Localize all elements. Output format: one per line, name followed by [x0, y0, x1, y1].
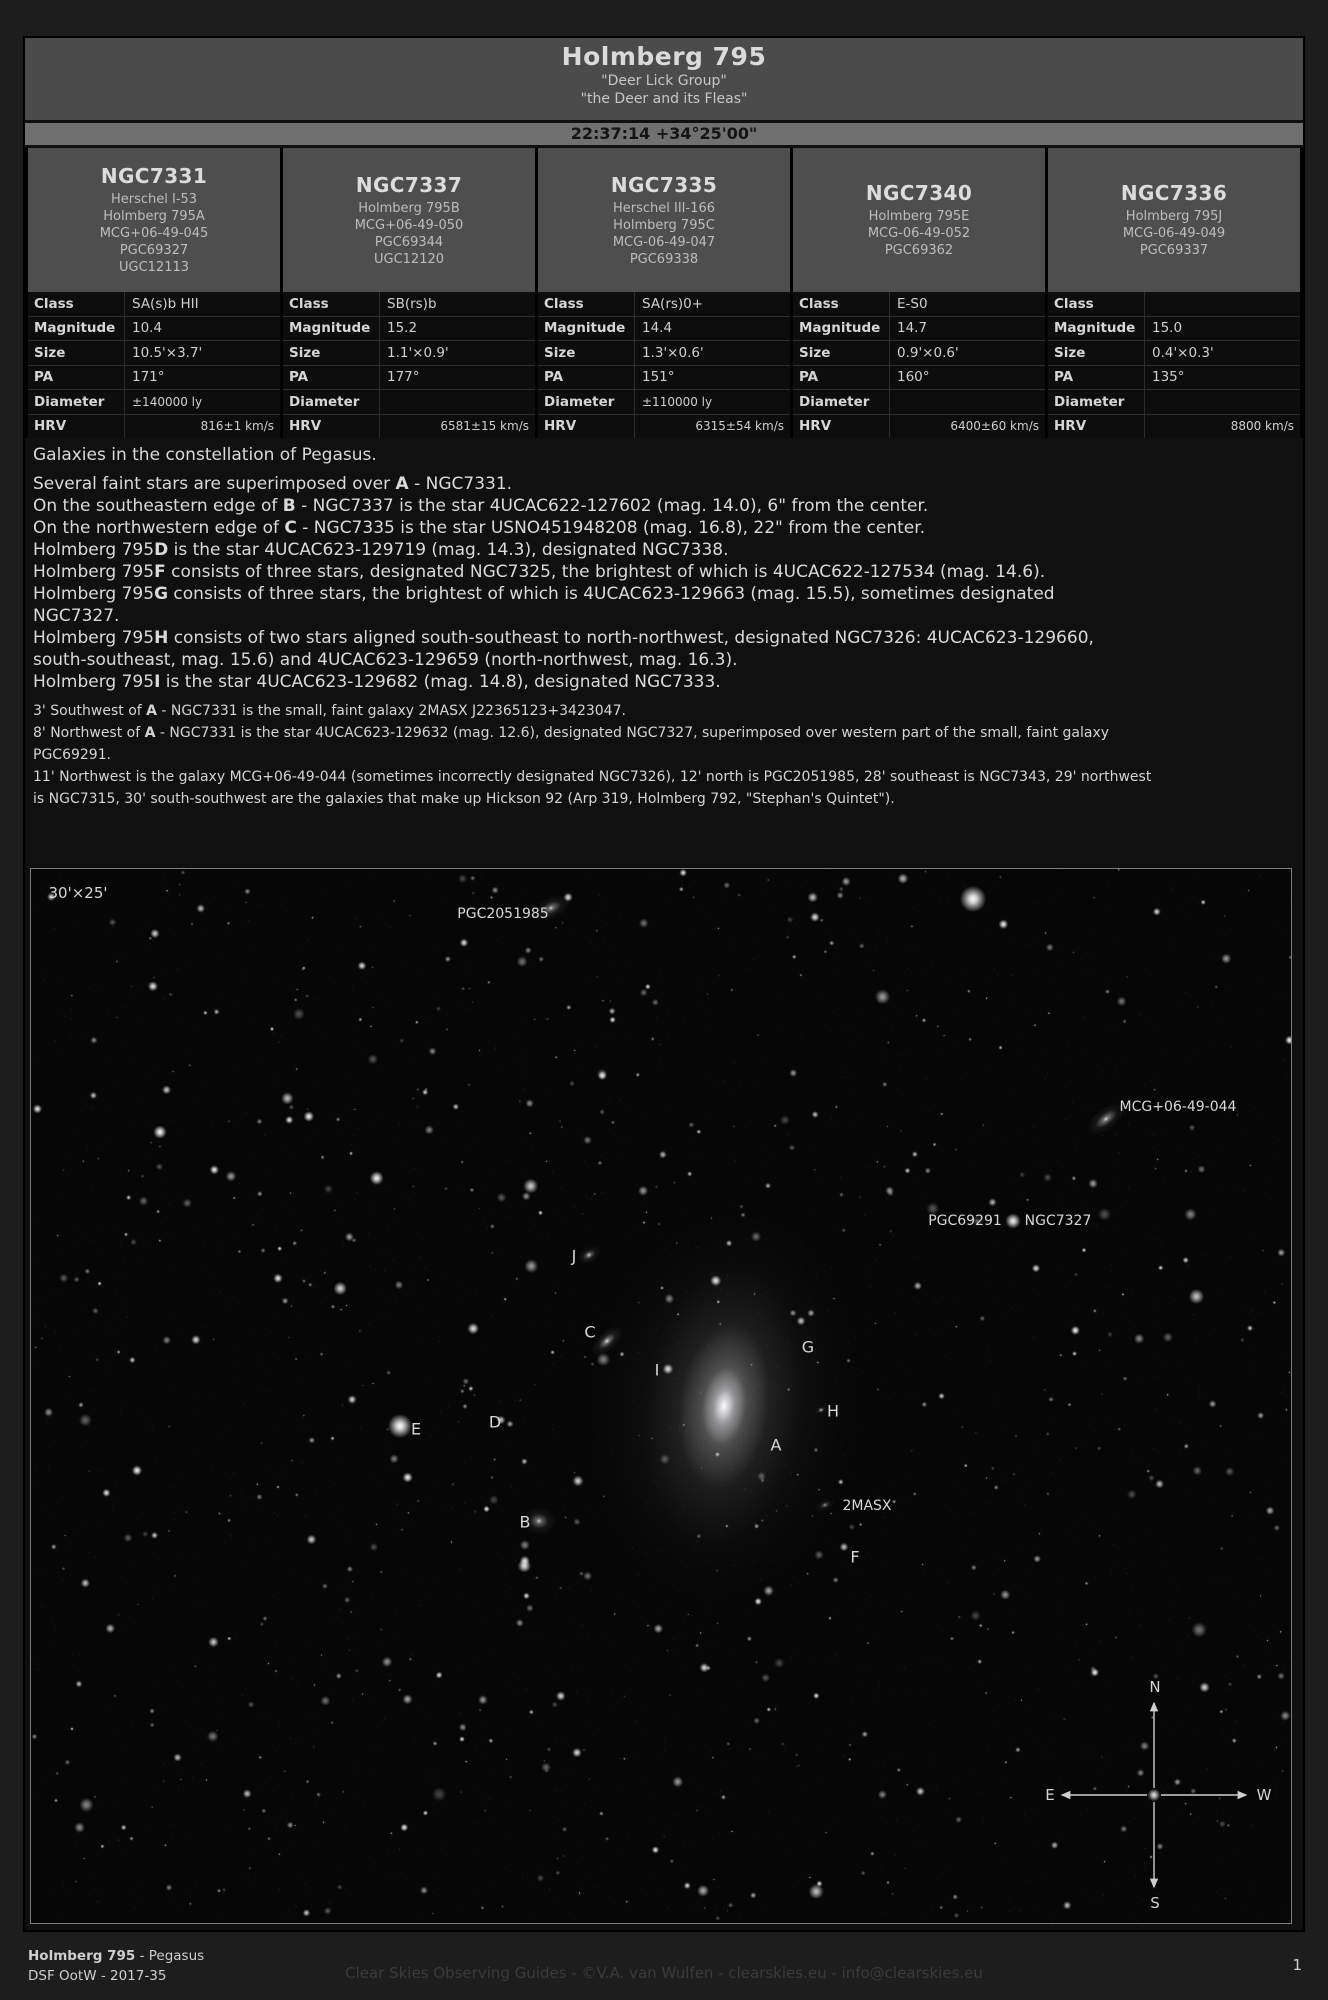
row-label: Class: [283, 292, 380, 316]
table-row: [283, 292, 535, 316]
description-text: is NGC7315, 30' south-southwest are the galaxies that make up Hickson 92 (Arp 319, Holmberg 792, "Stephan's Quintet").: [33, 791, 895, 807]
object-name-headers: [25, 148, 1303, 292]
table-row: [1048, 292, 1300, 316]
table-row: [28, 316, 280, 341]
diameter-value: [380, 390, 535, 414]
object-alias: MCG-06-49-047: [612, 234, 716, 250]
table-row: [793, 414, 1045, 439]
row-label: HRV: [283, 415, 380, 439]
row-label: HRV: [28, 415, 125, 439]
description-line: [33, 561, 1297, 583]
row-label: Class: [28, 292, 125, 316]
label-mcg-06-49-044: MCG+06-49-044: [1119, 1099, 1237, 1115]
description-line: [33, 473, 1297, 495]
row-label: Magnitude: [283, 317, 380, 341]
footer-line-1: [28, 1946, 204, 1966]
object-letter: H: [154, 628, 169, 648]
object-alias: MCG-06-49-052: [867, 226, 971, 241]
object-name: NGC7340: [865, 181, 973, 205]
label-object-d: D: [488, 1412, 502, 1432]
compass-label-south: S: [1150, 1894, 1160, 1912]
object-header-ngc7340: [793, 148, 1045, 292]
footer-constellation: - Pegasus: [135, 1948, 205, 1964]
description-text: Holmberg 795: [33, 672, 155, 692]
row-label: Diameter: [1048, 390, 1145, 414]
table-row: [793, 340, 1045, 365]
magnitude-value: 15.2: [387, 320, 418, 337]
description-line: [33, 722, 1297, 744]
magnitude-value: 14.4: [642, 320, 673, 337]
row-label: Class: [538, 292, 635, 316]
description-text: consists of three stars, the brightest of which is 4UCAC623-129663 (mag. 15.5), sometimes designated: [168, 584, 1055, 604]
diameter-value: [1145, 390, 1300, 414]
label-pgc69291: PGC69291: [928, 1213, 1002, 1229]
description-text: south-southeast, mag. 15.6) and 4UCAC623-129659 (north-northwest, mag. 16.3).: [33, 650, 738, 670]
label-object-c: C: [584, 1322, 596, 1342]
description-line: [33, 539, 1297, 561]
class-value: SA(rs)0+: [642, 295, 704, 312]
row-label: HRV: [538, 415, 635, 439]
description-line: [33, 583, 1297, 605]
row-label: Magnitude: [538, 317, 635, 341]
description-line: [33, 649, 1297, 671]
row-label: Diameter: [28, 390, 125, 414]
label-pgc2051985: PGC2051985: [457, 906, 549, 922]
description-text: - NGC7337 is the star 4UCAC622-127602 (mag. 14.0), 6" from the center.: [295, 496, 929, 516]
object-letter: D: [154, 540, 169, 560]
object-alias: UGC12120: [373, 251, 445, 267]
row-label: Class: [1048, 292, 1145, 316]
table-row: [283, 340, 535, 365]
label-object-a: A: [770, 1435, 782, 1455]
table-row: [793, 389, 1045, 414]
object-alias: PGC69338: [629, 251, 699, 267]
description-line: [33, 788, 1297, 810]
label-ngc7327: NGC7327: [1024, 1213, 1092, 1229]
table-row: [28, 340, 280, 365]
description-line: [33, 444, 1297, 466]
table-row: [283, 316, 535, 341]
row-label: PA: [283, 366, 380, 390]
row-label: Class: [793, 292, 890, 316]
description-text: - NGC7331 is the star 4UCAC623-129632 (mag. 12.6), designated NGC7327, superimposed over western part of the small, faint galaxy: [155, 725, 1110, 741]
page-title: Holmberg 795: [561, 42, 767, 71]
description-text: Holmberg 795: [33, 540, 155, 560]
class-value: SB(rs)b: [387, 295, 437, 312]
object-alias: PGC69362: [884, 243, 954, 258]
description-line: [33, 605, 1297, 627]
class-value: [1145, 292, 1300, 316]
object-alias: MCG+06-49-045: [99, 226, 209, 241]
object-alias: Holmberg 795E: [868, 209, 970, 224]
row-label: Size: [793, 341, 890, 365]
label-object-h: H: [826, 1401, 840, 1421]
object-header-ngc7335: [538, 148, 790, 292]
diameter-value: ±140000 ly: [132, 394, 203, 409]
pa-value: 171°: [132, 369, 165, 386]
hrv-value: 6400±60 km/s: [950, 419, 1039, 434]
magnitude-value: 14.7: [897, 320, 928, 337]
description-line: [33, 744, 1297, 766]
object-alias: Holmberg 795J: [1125, 209, 1223, 224]
table-row: [1048, 389, 1300, 414]
compass-label-north: N: [1149, 1678, 1161, 1696]
size-value: 0.4'×0.3': [1152, 344, 1214, 361]
object-letter: A: [144, 725, 156, 741]
object-alias: PGC69344: [374, 234, 444, 250]
title-block: [25, 38, 1303, 120]
row-label: Size: [1048, 341, 1145, 365]
page-number: 1: [1292, 1956, 1302, 1974]
table-row: [1048, 340, 1300, 365]
hrv-value: 6581±15 km/s: [440, 419, 529, 434]
description-text: 3' Southwest of: [33, 703, 147, 719]
data-column-ngc7340: [793, 292, 1045, 438]
row-label: PA: [1048, 366, 1145, 390]
table-row: [538, 316, 790, 341]
row-label: Magnitude: [1048, 317, 1145, 341]
table-row: [538, 292, 790, 316]
description-text: PGC69291.: [33, 747, 112, 763]
coordinates-bar: 22:37:14 +34°25'00": [25, 123, 1303, 145]
description-line: [33, 517, 1297, 539]
object-letter: A: [146, 703, 157, 719]
object-letter: C: [284, 518, 297, 538]
field-size-label: 30'×25': [48, 884, 108, 902]
diameter-value: ±110000 ly: [642, 394, 713, 409]
object-letter: G: [154, 584, 169, 604]
row-label: Diameter: [538, 390, 635, 414]
label-object-i: I: [654, 1360, 660, 1380]
size-value: 10.5'×3.7': [132, 344, 203, 361]
object-name: NGC7335: [610, 172, 718, 197]
object-alias: Herschel I-53: [110, 192, 198, 207]
pa-value: 177°: [387, 369, 420, 386]
description-text: is the star 4UCAC623-129719 (mag. 14.3), designated NGC7338.: [168, 540, 729, 560]
description-text: Several faint stars are superimposed over: [33, 474, 396, 494]
row-label: Size: [28, 341, 125, 365]
compass-label-west: W: [1256, 1786, 1272, 1804]
label-object-f: F: [850, 1547, 860, 1567]
table-row: [28, 292, 280, 316]
object-letter: B: [282, 496, 296, 516]
data-column-ngc7331: [28, 292, 280, 438]
compass-rose: [1039, 1675, 1269, 1915]
magnitude-value: 10.4: [132, 320, 163, 337]
object-alias: MCG+06-49-050: [354, 217, 464, 233]
class-value: E-S0: [897, 295, 928, 312]
row-label: PA: [538, 366, 635, 390]
pa-value: 160°: [897, 369, 930, 386]
object-header-ngc7337: [283, 148, 535, 292]
description-line: [33, 627, 1297, 649]
object-alias: PGC69337: [1139, 243, 1209, 258]
description-text: Galaxies in the constellation of Pegasus.: [33, 445, 377, 465]
pa-value: 151°: [642, 369, 675, 386]
label-object-e: E: [410, 1419, 422, 1439]
description-text: is the star 4UCAC623-129682 (mag. 14.8), designated NGC7333.: [160, 672, 721, 692]
hrv-value: 816±1 km/s: [200, 419, 274, 434]
table-row: [28, 414, 280, 439]
object-alias: Herschel III-166: [612, 200, 716, 216]
footer-line-2: DSF OotW - 2017-35: [28, 1968, 167, 1984]
row-label: Magnitude: [28, 317, 125, 341]
label-object-j: J: [571, 1246, 577, 1266]
row-label: Size: [538, 341, 635, 365]
hrv-value: 8800 km/s: [1230, 419, 1294, 434]
data-column-ngc7336: [1048, 292, 1300, 438]
object-name: NGC7337: [355, 172, 463, 197]
object-header-ngc7331: [28, 148, 280, 292]
description-text: - NGC7331 is the small, faint galaxy 2MASX J22365123+3423047.: [156, 703, 626, 719]
subtitle-deer-lick-group: "Deer Lick Group": [601, 73, 727, 89]
hrv-value: 6315±54 km/s: [695, 419, 784, 434]
table-row: [538, 414, 790, 439]
table-row: [28, 365, 280, 390]
row-label: Diameter: [793, 390, 890, 414]
size-value: 0.9'×0.6': [897, 344, 959, 361]
label-2masx: 2MASX: [842, 1498, 892, 1514]
object-alias: MCG-06-49-049: [1122, 226, 1226, 241]
row-label: HRV: [1048, 415, 1145, 439]
description-text: consists of three stars, designated NGC7325, the brightest of which is 4UCAC622-127534 (mag. 14.6).: [165, 562, 1046, 582]
size-value: 1.3'×0.6': [642, 344, 704, 361]
subtitle-deer-and-fleas: "the Deer and its Fleas": [580, 91, 748, 107]
footer-credits: Clear Skies Observing Guides - ©V.A. van Wulfen - clearskies.eu - info@clearskies.eu: [345, 1964, 983, 1982]
description-line: [33, 700, 1297, 722]
row-label: Size: [283, 341, 380, 365]
data-column-ngc7337: [283, 292, 535, 438]
row-label: Diameter: [283, 390, 380, 414]
row-label: PA: [28, 366, 125, 390]
finder-photo: [30, 868, 1292, 1924]
description-line: [33, 766, 1297, 788]
description-text: consists of two stars aligned south-southeast to north-northwest, designated NGC7326: 4UCAC623-129660,: [168, 628, 1094, 648]
table-row: [793, 316, 1045, 341]
table-row: [1048, 414, 1300, 439]
object-alias: Holmberg 795A: [103, 209, 205, 224]
description-section: [33, 440, 1297, 868]
row-label: PA: [793, 366, 890, 390]
object-alias: Holmberg 795C: [613, 217, 715, 233]
table-row: [28, 389, 280, 414]
description-text: 8' Northwest of: [33, 725, 145, 741]
description-text: On the northwestern edge of: [33, 518, 285, 538]
description-text: - NGC7331.: [408, 474, 513, 494]
label-object-b: B: [519, 1512, 531, 1532]
description-text: 11' Northwest is the galaxy MCG+06-49-044 (sometimes incorrectly designated NGC7326), 12' north is PGC2051985, 28' southeast is NGC7343, 29' northwest: [33, 769, 1152, 785]
description-text: Holmberg 795: [33, 584, 155, 604]
table-row: [1048, 365, 1300, 390]
table-row: [538, 340, 790, 365]
object-name: NGC7331: [100, 164, 208, 188]
description-text: Holmberg 795: [33, 628, 155, 648]
object-letter: A: [395, 474, 409, 494]
table-row: [283, 389, 535, 414]
size-value: 1.1'×0.9': [387, 344, 449, 361]
table-row: [793, 365, 1045, 390]
table-row: [538, 365, 790, 390]
description-line: [33, 671, 1297, 693]
description-text: On the southeastern edge of: [33, 496, 283, 516]
magnitude-value: 15.0: [1152, 320, 1183, 337]
table-row: [1048, 316, 1300, 341]
object-data-table: [25, 292, 1303, 438]
row-label: Magnitude: [793, 317, 890, 341]
class-value: SA(s)b HII: [132, 295, 199, 312]
row-label: HRV: [793, 415, 890, 439]
table-row: [283, 414, 535, 439]
description-line: [33, 495, 1297, 517]
description-text: - NGC7335 is the star USNO451948208 (mag. 16.8), 22" from the center.: [296, 518, 926, 538]
table-row: [793, 292, 1045, 316]
object-name: NGC7336: [1120, 181, 1228, 205]
observing-guide-page: [23, 36, 1305, 1932]
compass-label-east: E: [1045, 1786, 1055, 1804]
diameter-value: [890, 390, 1045, 414]
table-row: [283, 365, 535, 390]
footer-object-name: Holmberg 795: [28, 1948, 136, 1964]
object-letter: F: [154, 562, 166, 582]
description-text: NGC7327.: [33, 606, 120, 626]
table-row: [538, 389, 790, 414]
object-alias: UGC12113: [118, 260, 190, 275]
label-object-g: G: [801, 1337, 815, 1357]
description-text: Holmberg 795: [33, 562, 155, 582]
object-alias: PGC69327: [119, 243, 189, 258]
pa-value: 135°: [1152, 369, 1185, 386]
object-letter: I: [154, 672, 161, 692]
object-alias: Holmberg 795B: [358, 200, 460, 216]
object-header-ngc7336: [1048, 148, 1300, 292]
data-column-ngc7335: [538, 292, 790, 438]
